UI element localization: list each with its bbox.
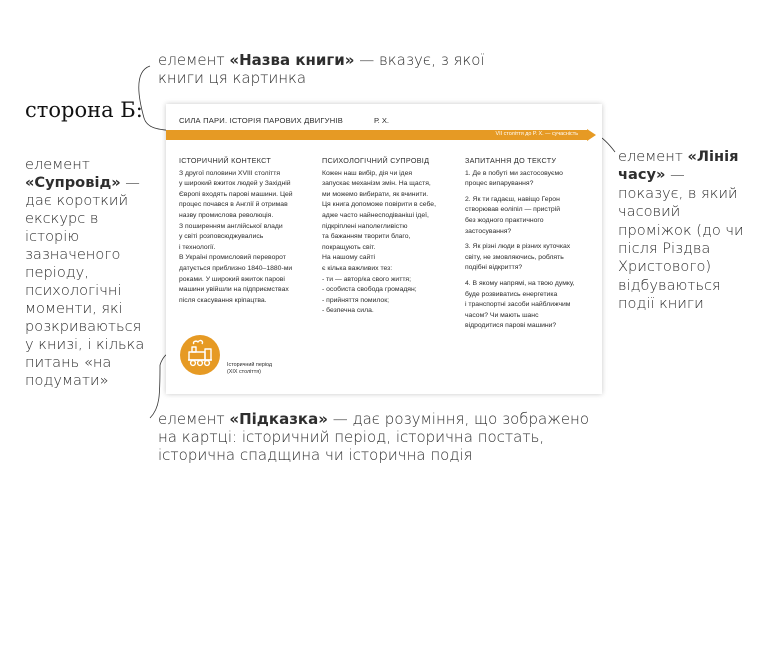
question-item: 4. В якому напрямі, на твою думку, буде розвиватись енергетика і транспортні засоби найближчим часом? Чи мають шанс відродитися парові машини? <box>465 279 575 330</box>
historical-period-label: Історичний період (XIX століття) <box>227 362 273 375</box>
book-card-side-b <box>166 104 602 394</box>
column-heading: ІСТОРИЧНИЙ КОНТЕКСТ <box>179 156 272 165</box>
column-heading: ПСИХОЛОГІЧНИЙ СУПРОВІД <box>322 156 430 165</box>
column-paragraph: В Україні промисловий переворот датується приблизно 1840–1880-ми роками. У широкий вжиток парові машини увійшли на підприємствах після скасування кріпацтва. <box>179 254 293 304</box>
annotation-guide: елемент «Супровід» — дає короткий екскурс в історію зазначеного періоду, психологічні моменти, які розкриваються у книзі, і кілька питань «на подумати» <box>25 156 145 389</box>
timeline-arrow-icon <box>587 129 596 141</box>
timeline-rx-marker: Р. Х. <box>374 116 390 125</box>
column-paragraph: Кожен наш вибір, дія чи ідея запускає механізм змін. На щастя, ми можемо вибирати, як вчинити. Ця книга допоможе повірити в себе, адже часто найнесподіваніші ідеї, підкріплені наполегливістю та бажанням творити благо, покращують світ. На нашому сайті є кілька важливих тез: - ти — автор/ка свого життя; - особиста свобода громадян; - прийняття помилок; - безпечна сила. <box>322 169 436 315</box>
question-item: 2. Як ти гадаєш, навіщо Герон створював еоліпіл — пристрій без жодного практичного застосування? <box>465 195 560 235</box>
question-item: 3. Як різні люди в різних куточках світу, не змовляючись, роблять подібні відкриття? <box>465 243 571 272</box>
annotation-book-title: елемент «Назва книги» — вказує, з якої книги ця картинка <box>158 51 485 87</box>
steam-locomotive-icon <box>180 335 220 375</box>
historical-period-badge <box>180 335 220 375</box>
column-heading: ЗАПИТАННЯ ДО ТЕКСТУ <box>465 156 557 165</box>
annotation-timeline: елемент «Лінія часу» — показує, в який часовий проміжок (до чи після Різдва Христового) відбуваються події книги <box>618 148 744 313</box>
question-item: 1. Де в побуті ми застосовуємо процес випарування? <box>465 169 563 188</box>
timeline-period-label: VII століття до Р. Х. — сучасність <box>495 131 578 137</box>
column-paragraph: З другої половини XVIII століття у широкий вжиток людей у Західній Європі входять парові машини. Цей процес почався в Англії й отримав назву промислова революція. З поширенням англійської влади у світі розповсюджувались і технології. <box>179 169 293 251</box>
text-questions-column <box>465 156 590 337</box>
annotation-hint: елемент «Підказка» — дає розуміння, що зображено на картці: історичний період, історична постать, історична спадщина чи історична подія <box>158 410 590 464</box>
psychological-guide-column <box>322 156 452 317</box>
historical-context-column <box>179 156 309 306</box>
card-book-title: СИЛА ПАРИ. ІСТОРІЯ ПАРОВИХ ДВИГУНІВ <box>179 116 343 125</box>
side-b-label: сторона Б: <box>25 98 143 122</box>
